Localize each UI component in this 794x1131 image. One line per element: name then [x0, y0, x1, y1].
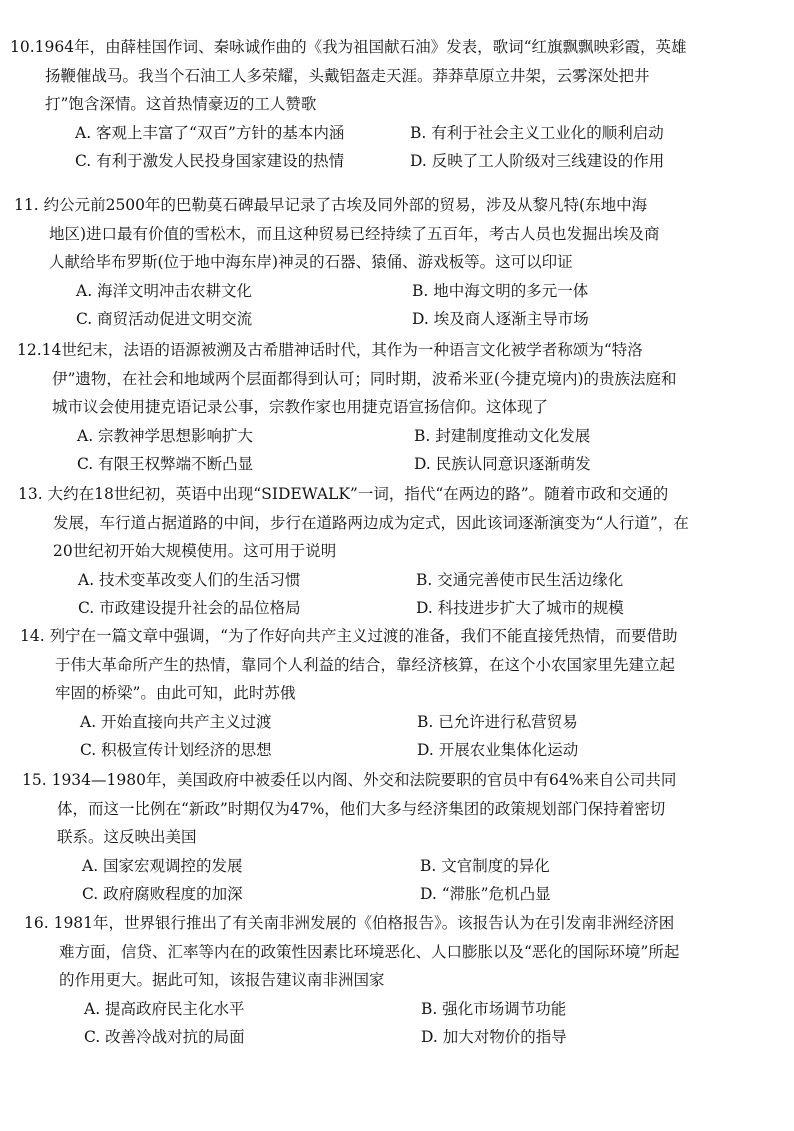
- option-d: D. 开展农业集体化运动: [417, 741, 579, 759]
- option-row: [22, 852, 742, 881]
- option-c: C. 商贸活动促进文明交流: [76, 310, 253, 328]
- question-stem-line: 14. 列宁在一篇文章中强调，“为了作好向共产主义过渡的准备，我们不能直接凭热情，而要借助: [20, 627, 678, 645]
- option-a: A. 宗教神学思想影响扩大: [77, 426, 254, 445]
- option-b: B. 地中海文明的多元一体: [412, 281, 589, 300]
- option-row: [17, 450, 737, 479]
- option-c: C. 有限王权弊端不断凸显: [77, 455, 254, 473]
- question-stem-line: 人献给毕布罗斯(位于地中海东岸)神灵的石器、猿俑、游戏板等。这可以印证: [49, 253, 573, 271]
- option-row: [17, 422, 737, 451]
- option-row: [10, 119, 730, 148]
- question-stem-line: 扬鞭催战马。我当个石油工人多荣耀，头戴铝盔走天涯。莽莽草原立井架，云雾深处把井: [45, 66, 650, 85]
- option-a: A. 提高政府民主化水平: [84, 999, 245, 1018]
- option-c: C. 有利于激发人民投身国家建设的热情: [75, 152, 345, 170]
- question-stem-line: 发展，车行道占据道路的中间，步行在道路两边成为定式，因此该词逐渐演变为“人行道”，在: [53, 513, 689, 532]
- option-row: [24, 995, 744, 1024]
- option-row: [10, 147, 730, 176]
- option-row: [20, 736, 740, 765]
- question-stem-line: 打”饱含深情。这首热情豪迈的工人赞歌: [45, 95, 317, 113]
- option-c: C. 积极宣传计划经济的思想: [80, 741, 272, 759]
- question-15: [22, 766, 742, 909]
- question-10: [10, 33, 730, 176]
- question-stem-line: 牢固的桥梁”。由此可知，此时苏俄: [55, 684, 296, 702]
- question-stem-line: 11. 约公元前2500年的巴勒莫石碑最早记录了古埃及同外部的贸易，涉及从黎凡特(东地中海: [14, 196, 648, 214]
- question-stem-line: 伊”遗物，在社会和地域两个层面都得到认可；同时期，波希米亚(今捷克境内)的贵族法庭和: [52, 369, 677, 388]
- option-c: C. 政府腐败程度的加深: [82, 885, 243, 903]
- option-d: D. 民族认同意识逐渐萌发: [414, 455, 591, 473]
- option-b: B. 已允许进行私营贸易: [417, 712, 578, 731]
- option-a: A. 海洋文明冲击农耕文化: [76, 281, 253, 300]
- question-stem-line: 13. 大约在18世纪初，英语中出现“SIDEWALK”一词，指代“在两边的路”。随着市政和交通的: [18, 485, 669, 503]
- question-stem-line: 地区)进口最有价值的雪松木，而且这种贸易已经持续了五百年，考古人员也发掘出埃及商: [49, 224, 660, 243]
- option-c: C. 改善冷战对抗的局面: [84, 1028, 245, 1046]
- option-d: D. 加大对物价的指导: [421, 1028, 567, 1046]
- question-11: [14, 191, 734, 334]
- question-13: [18, 480, 738, 623]
- option-row: [22, 880, 742, 909]
- question-stem-line: 的作用更大。据此可知，该报告建议南非洲国家: [59, 971, 385, 989]
- option-d: D. 反映了工人阶级对三线建设的作用: [410, 152, 665, 170]
- option-row: [24, 1023, 744, 1052]
- question-stem-line: 16. 1981年，世界银行推出了有关南非洲发展的《伯格报告》。该报告认为在引发南非洲经济困: [24, 914, 675, 932]
- question-stem-line: 联系。这反映出美国: [57, 828, 197, 846]
- option-d: D. 科技进步扩大了城市的规模: [416, 599, 624, 617]
- option-row: [20, 708, 740, 737]
- question-stem-line: 城市议会使用捷克语记录公事，宗教作家也用捷克语宣扬信仰。这体现了: [52, 398, 549, 416]
- option-d: D. 埃及商人逐渐主导市场: [412, 310, 589, 328]
- question-stem-line: 20世纪初开始大规模使用。这可用于说明: [53, 542, 337, 560]
- question-14: [20, 622, 740, 765]
- option-b: B. 封建制度推动文化发展: [414, 426, 591, 445]
- question-12: [17, 336, 737, 479]
- option-a: A. 开始直接向共产主义过渡: [80, 712, 272, 731]
- option-row: [14, 305, 734, 334]
- option-d: D. “滞胀”危机凸显: [420, 885, 551, 903]
- option-b: B. 有利于社会主义工业化的顺利启动: [410, 123, 664, 142]
- option-a: A. 技术变革改变人们的生活习惯: [78, 570, 301, 589]
- question-stem-line: 体，而这一比例在“新政”时期仅为47%，他们大多与经济集团的政策规划部门保持着密切: [57, 799, 666, 818]
- option-a: A. 客观上丰富了“双百”方针的基本内涵: [75, 123, 345, 142]
- question-stem-line: 于伟大革命所产生的热情，靠同个人利益的结合，靠经济核算，在这个小农国家里先建立起: [55, 655, 676, 674]
- question-16: [24, 909, 744, 1052]
- question-stem-line: 10.1964年，由薛桂国作词、秦咏诚作曲的《我为祖国献石油》发表，歌词“红旗飘飘映彩霞，英雄: [10, 38, 687, 56]
- option-a: A. 国家宏观调控的发展: [82, 856, 243, 875]
- question-stem-line: 12.14世纪末，法语的语源被溯及古希腊神话时代，其作为一种语言文化被学者称颂为“特洛: [17, 341, 643, 359]
- option-row: [14, 277, 734, 306]
- option-b: B. 强化市场调节功能: [421, 999, 567, 1018]
- option-b: B. 交通完善使市民生活边缘化: [416, 570, 624, 589]
- question-stem-line: 难方面，信贷、汇率等内在的政策性因素比环境恶化、人口膨胀以及“恶化的国际环境”所起: [59, 942, 680, 961]
- option-row: [18, 566, 738, 595]
- option-row: [18, 594, 738, 623]
- option-b: B. 文官制度的异化: [420, 856, 550, 875]
- question-stem-line: 15. 1934—1980年，美国政府中被委任以内阁、外交和法院要职的官员中有64%来自公司共同: [22, 771, 677, 789]
- option-c: C. 市政建设提升社会的品位格局: [78, 599, 301, 617]
